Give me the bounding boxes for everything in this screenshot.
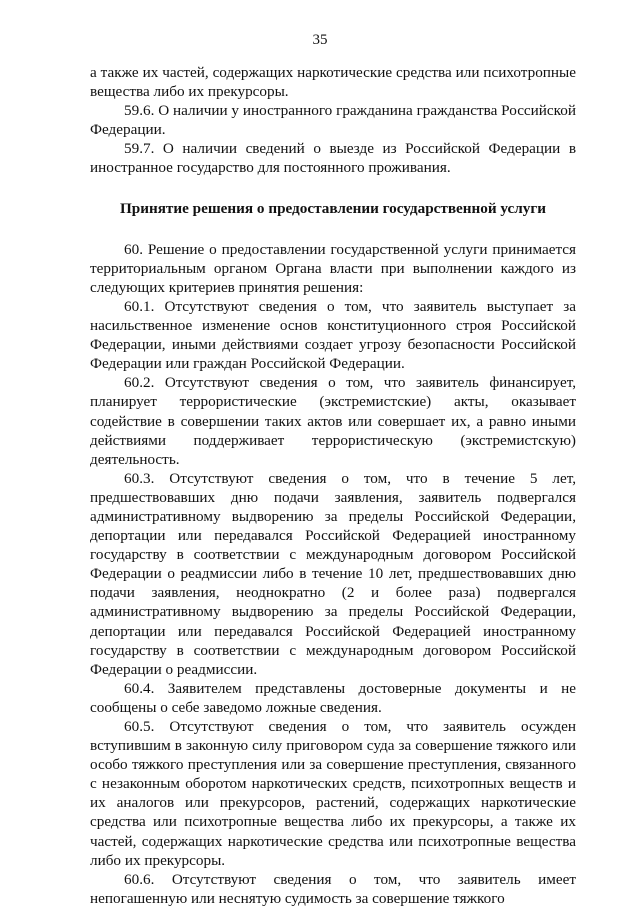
paragraph-60-3: 60.3. Отсутствуют сведения о том, что в течение 5 лет, предшествовавших дню подачи заявления, заявитель подвергался административному выдворению за пределы Российской Федерации, депортации или передавался Российской Федерацией иностранному государству в соответствии с международным договором Российской Федерации о реадмиссии либо в течение 10 лет, предшествовавших дню подачи заявления, неоднократно (2 и более раза) подвергался административному выдворению за пределы Российской Федерации, депортации или передавался Российской Федерацией иностранному государству в соответствии с международным договором Российской Федерации о реадмиссии.: [90, 469, 576, 678]
document-body: [90, 63, 576, 908]
paragraph-60-2: 60.2. Отсутствуют сведения о том, что заявитель финансирует, планирует террористические (экстремистские) акты, оказывает содействие в совершении таких актов или совершает их, а равно иными действиями поддерживает террористическую (экстремистскую) деятельность.: [90, 374, 576, 468]
paragraph-60-1: 60.1. Отсутствуют сведения о том, что заявитель выступает за насильственное изменение основ конституционного строя Российской Федерации, иными действиями создает угрозу безопасности Российской Федерации или граждан Российской Федерации.: [90, 297, 576, 373]
paragraph-59-7: 59.7. О наличии сведений о выезде из Российской Федерации в иностранное государство для постоянного проживания.: [90, 140, 576, 177]
paragraph-60: 60. Решение о предоставлении государственной услуги принимается территориальным органом Органа власти при выполнении каждого из следующих критериев принятия решения:: [90, 240, 576, 296]
section-heading: Принятие решения о предоставлении государственной услуги: [119, 199, 547, 217]
paragraph-60-6: 60.6. Отсутствуют сведения о том, что заявитель имеет непогашенную или неснятую судимость за совершение тяжкого: [90, 870, 576, 907]
page-number: 35: [312, 32, 328, 48]
paragraph-60-4: 60.4. Заявителем представлены достоверные документы и не сообщены о себе заведомо ложные сведения.: [90, 679, 576, 716]
paragraph-59-6: 59.6. О наличии у иностранного гражданина гражданства Российской Федерации.: [90, 102, 576, 139]
paragraph-continuation: а также их частей, содержащих наркотические средства или психотропные вещества либо их прекурсоры.: [90, 64, 576, 101]
paragraph-60-5: 60.5. Отсутствуют сведения о том, что заявитель осужден вступившим в законную силу приговором суда за совершение тяжкого или особо тяжкого преступления или за совершение преступления, связанного с незаконным оборотом наркотических средств, психотропных веществ и их аналогов или прекурсоров, растений, содержащих наркотические средства или психотропные вещества либо их прекурсоры, а также их частей, содержащих наркотические средства или психотропные вещества либо их прекурсоры.: [90, 718, 576, 869]
